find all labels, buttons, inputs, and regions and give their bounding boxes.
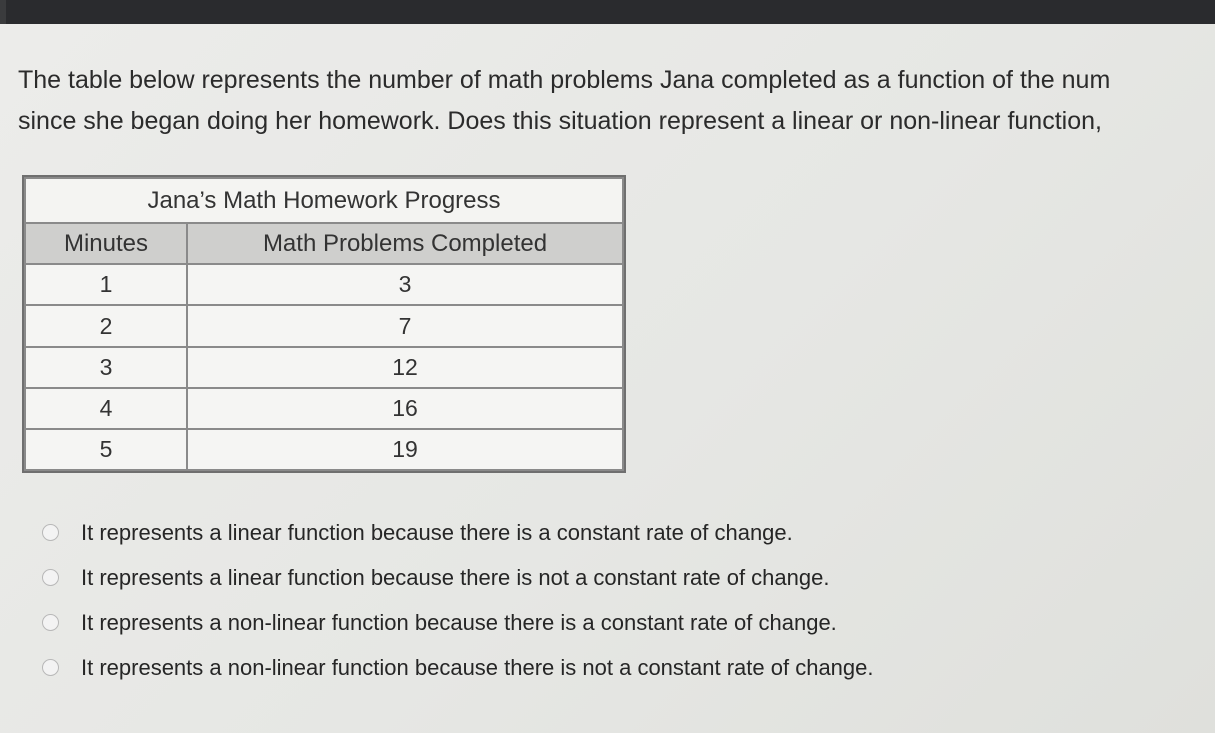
table-row <box>25 388 623 429</box>
answer-option-label: It represents a linear function because there is not a constant rate of change. <box>81 564 830 590</box>
minutes-cell: 1 <box>25 264 187 305</box>
table-title: Jana’s Math Homework Progress <box>25 178 623 223</box>
question-line-2: since she began doing her homework. Does this situation represent a linear or non-linear function, <box>18 107 1102 135</box>
minutes-cell: 2 <box>25 305 187 346</box>
table-row <box>25 429 623 470</box>
table-row <box>25 347 623 388</box>
radio-button-2[interactable] <box>42 569 59 586</box>
question-line-1: The table below represents the number of math problems Jana completed as a function of the num <box>18 66 1111 94</box>
radio-button-1[interactable] <box>42 524 59 541</box>
minutes-cell: 5 <box>25 429 187 470</box>
radio-button-3[interactable] <box>42 614 59 631</box>
problems-cell: 7 <box>187 305 623 346</box>
answer-option-label: It represents a linear function because there is a constant rate of change. <box>81 519 793 545</box>
problems-cell: 16 <box>187 388 623 429</box>
answer-options <box>42 510 874 690</box>
answer-option-3[interactable] <box>42 600 874 645</box>
homework-table <box>22 175 626 473</box>
column-header-problems: Math Problems Completed <box>187 223 623 264</box>
answer-option-4[interactable] <box>42 645 874 690</box>
problems-cell: 3 <box>187 264 623 305</box>
answer-option-label: It represents a non-linear function because there is not a constant rate of change. <box>81 654 874 680</box>
problems-cell: 12 <box>187 347 623 388</box>
problems-cell: 19 <box>187 429 623 470</box>
table-row <box>25 264 623 305</box>
answer-option-2[interactable] <box>42 555 874 600</box>
answer-option-1[interactable] <box>42 510 874 555</box>
minutes-cell: 3 <box>25 347 187 388</box>
table-row <box>25 305 623 346</box>
answer-option-label: It represents a non-linear function because there is a constant rate of change. <box>81 609 837 635</box>
column-header-minutes: Minutes <box>25 223 187 264</box>
minutes-cell: 4 <box>25 388 187 429</box>
question-page <box>0 24 1215 733</box>
question-text <box>18 60 1215 142</box>
radio-button-4[interactable] <box>42 659 59 676</box>
